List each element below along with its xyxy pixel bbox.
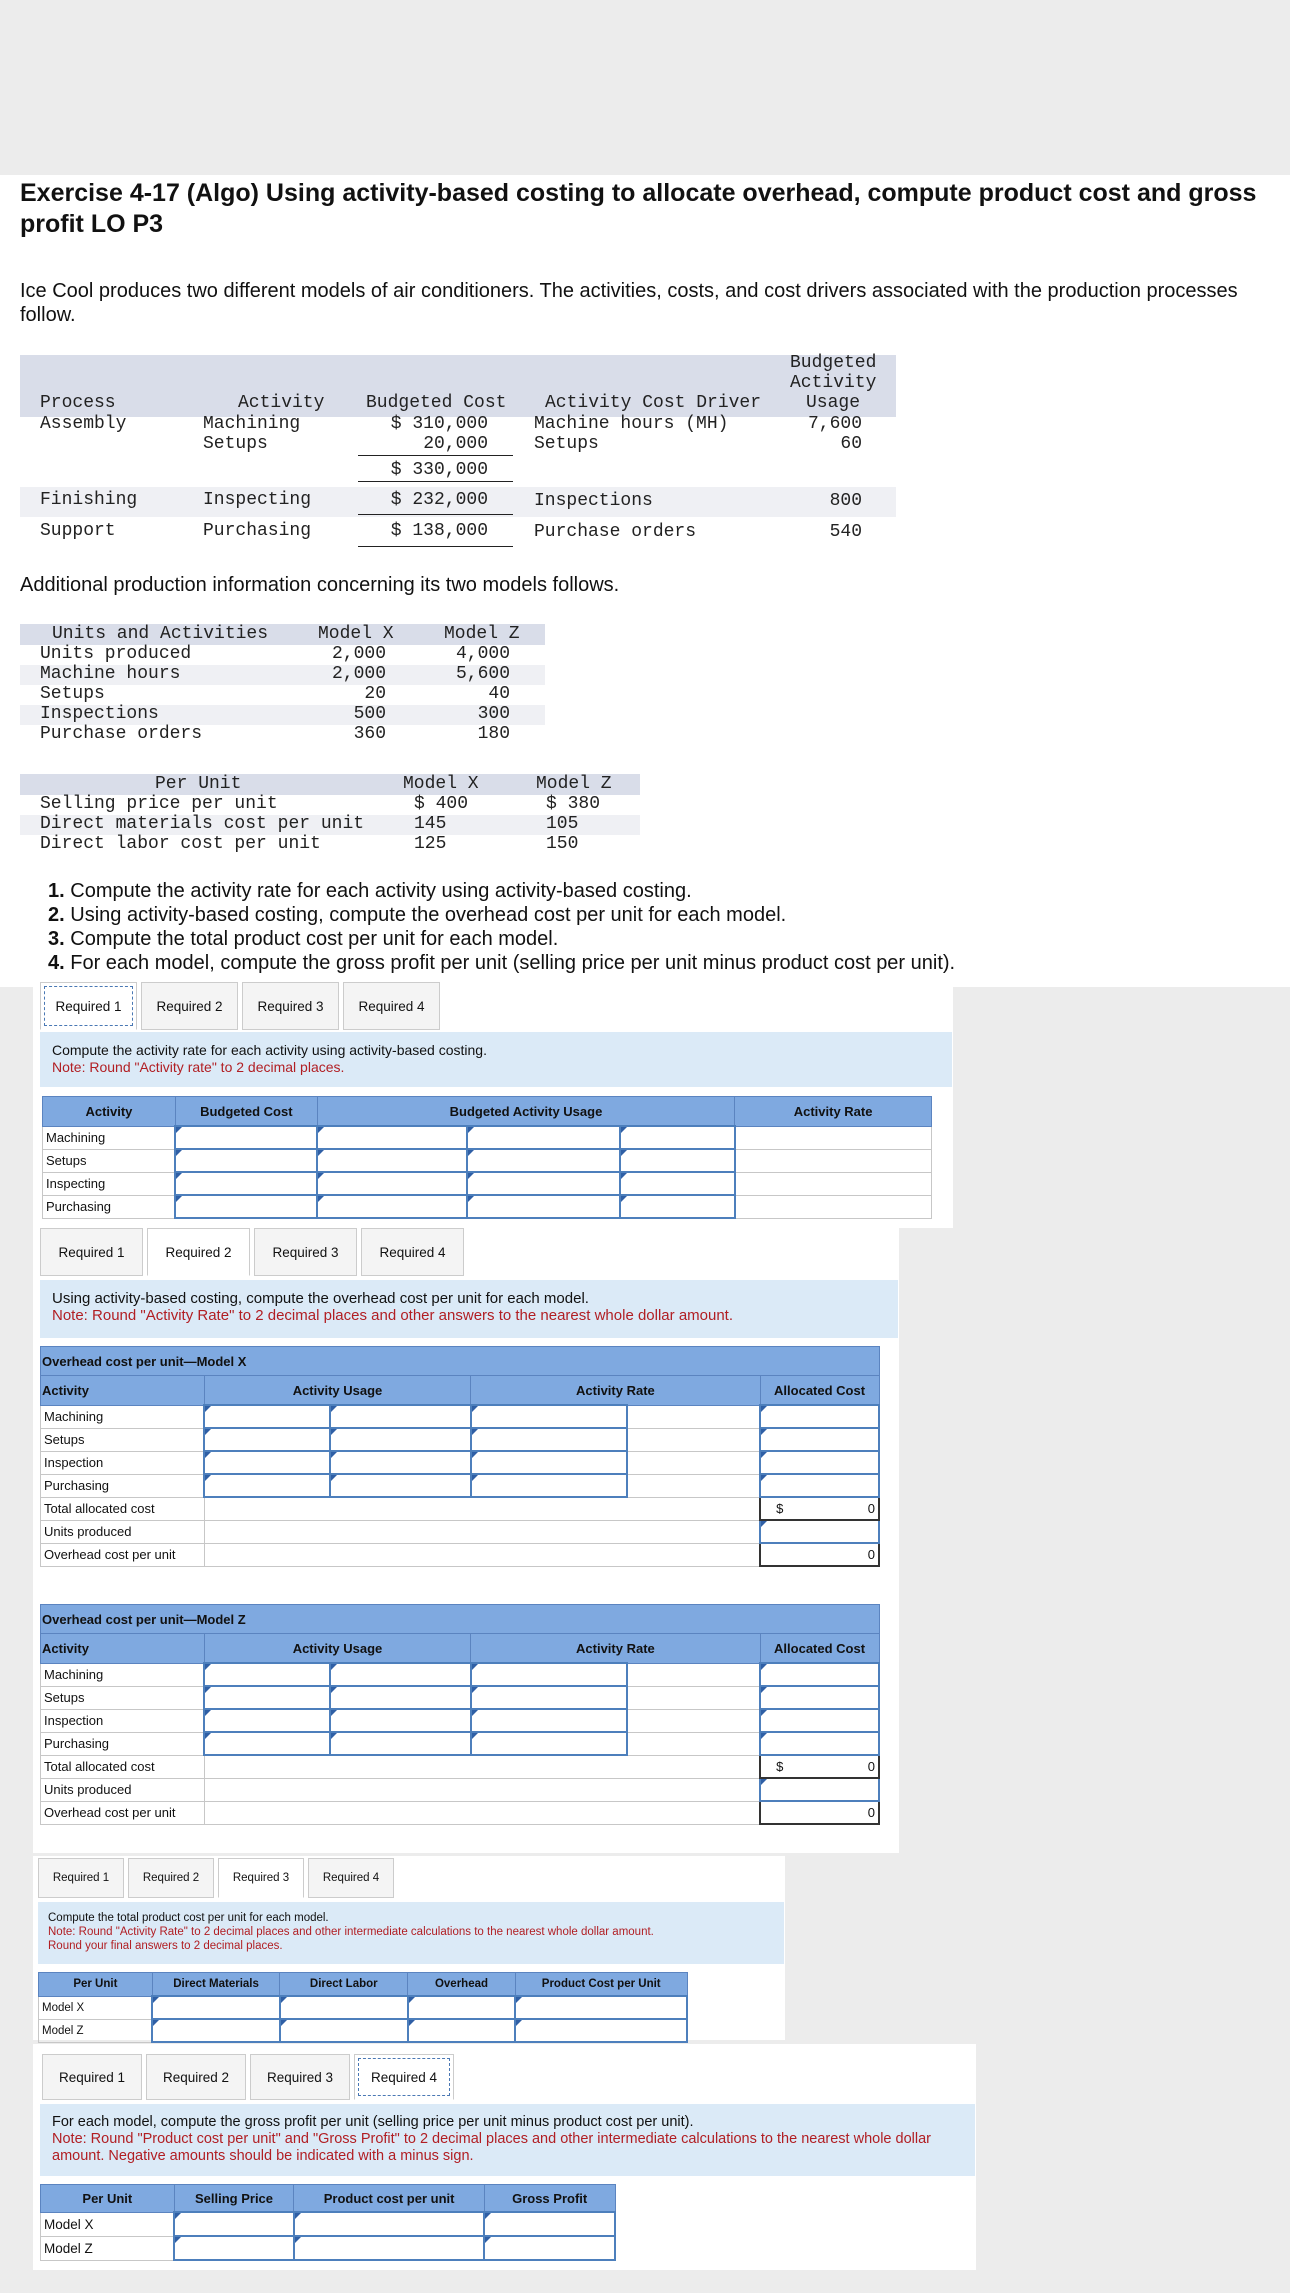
overhead-input[interactable] bbox=[408, 1996, 516, 2019]
per-unit-row-model-x: $ 400 bbox=[414, 794, 469, 814]
per-unit-row-model-z: 150 bbox=[546, 834, 579, 854]
gross-profit-input[interactable] bbox=[484, 2236, 615, 2260]
overhead-per-unit-cell: 0 bbox=[760, 1543, 879, 1566]
table-row bbox=[41, 1709, 880, 1732]
budgeted-usage-input[interactable] bbox=[317, 1172, 467, 1195]
activity-label: Machining bbox=[41, 1405, 205, 1428]
table-row bbox=[41, 1543, 880, 1566]
usage-unit-input[interactable] bbox=[620, 1172, 735, 1195]
table-row bbox=[41, 1520, 880, 1543]
activity-usage-input[interactable] bbox=[204, 1474, 330, 1497]
units-row-label: Purchase orders bbox=[40, 724, 203, 744]
overhead-per-unit-label: Overhead cost per unit bbox=[41, 1543, 205, 1566]
additional-info-text: Additional production information concerning its two models follows. bbox=[20, 574, 620, 596]
per-unit-row-model-z: $ 380 bbox=[546, 794, 601, 814]
per-unit-row-model-x: 125 bbox=[414, 834, 447, 854]
model-label: Model X bbox=[39, 1996, 153, 2019]
allocated-cost-input[interactable] bbox=[760, 1474, 879, 1497]
total-allocated-label: Total allocated cost bbox=[41, 1497, 205, 1520]
rate-unit-cell bbox=[627, 1709, 760, 1732]
overhead-model-z-table: Overhead cost per unit—Model Z Activity Activity Usage Activity Rate Allocated Cost Machining Setups Inspection Purchasing Total allocated cost $ 0 Units produced Overhead cost per unit 0 bbox=[40, 1604, 880, 1825]
budgeted-usage-input[interactable] bbox=[467, 1172, 620, 1195]
activity-usage-input[interactable] bbox=[204, 1405, 330, 1428]
activity-usage-unit-input[interactable] bbox=[330, 1405, 471, 1428]
units-row-label: Inspections bbox=[40, 704, 159, 724]
rate-unit-cell bbox=[627, 1428, 760, 1451]
tab-required-1[interactable]: Required 1 bbox=[38, 1858, 124, 1898]
page-title: Exercise 4-17 (Algo) Using activity-based costing to allocate overhead, compute product cost and gross profit LO P3 bbox=[20, 179, 1257, 238]
rate-unit-cell bbox=[627, 1686, 760, 1709]
usage-unit-input[interactable] bbox=[620, 1126, 735, 1149]
tab-required-2[interactable]: Required 2 bbox=[147, 1228, 250, 1276]
tab-required-3[interactable]: Required 3 bbox=[242, 982, 339, 1030]
units-row-model-x: 20 bbox=[364, 684, 386, 704]
table-row bbox=[41, 1778, 880, 1801]
table-row bbox=[41, 1663, 880, 1686]
product-cost-input[interactable] bbox=[515, 2019, 687, 2042]
total-allocated-cell: $ 0 bbox=[760, 1497, 879, 1520]
tab-required-4[interactable]: Required 4 bbox=[361, 1228, 464, 1276]
activity-rate-input[interactable] bbox=[471, 1663, 628, 1686]
activity-usage-unit-input[interactable] bbox=[330, 1451, 471, 1474]
budgeted-usage-input[interactable] bbox=[467, 1195, 620, 1218]
activity-usage-unit-input[interactable] bbox=[330, 1663, 471, 1686]
rate-unit-cell bbox=[627, 1663, 760, 1686]
allocated-cost-input[interactable] bbox=[760, 1451, 879, 1474]
product-cost-per-unit-input[interactable] bbox=[294, 2236, 484, 2260]
budgeted-usage-input[interactable] bbox=[467, 1149, 620, 1172]
tab-required-4[interactable]: Required 4 bbox=[308, 1858, 394, 1898]
tab-required-3[interactable]: Required 3 bbox=[250, 2054, 350, 2100]
activity-usage-unit-input[interactable] bbox=[330, 1474, 471, 1497]
activity-label: Inspecting bbox=[43, 1172, 176, 1195]
direct-materials-input[interactable] bbox=[152, 2019, 280, 2042]
required-2-instructions: Using activity-based costing, compute the overhead cost per unit for each model. Note: Round "Activity Rate" to 2 decimal places and other answers to the nearest whole dollar amount. bbox=[40, 1280, 898, 1338]
total-allocated-cell: $ 0 bbox=[760, 1755, 879, 1778]
overhead-per-unit-label: Overhead cost per unit bbox=[41, 1801, 205, 1824]
units-row-model-x: 500 bbox=[353, 704, 386, 724]
tab-required-4[interactable]: Required 4 bbox=[343, 982, 440, 1030]
table-row bbox=[43, 1172, 932, 1195]
activity-usage-input[interactable] bbox=[204, 1709, 330, 1732]
units-row-label: Setups bbox=[40, 684, 105, 704]
units-produced-label: Units produced bbox=[41, 1778, 205, 1801]
tab-required-2[interactable]: Required 2 bbox=[146, 2054, 246, 2100]
table-row bbox=[43, 1195, 932, 1218]
rate-unit-cell bbox=[627, 1405, 760, 1428]
activity-usage-unit-input[interactable] bbox=[330, 1732, 471, 1755]
allocated-cost-input[interactable] bbox=[760, 1663, 879, 1686]
tab-required-3[interactable]: Required 3 bbox=[218, 1858, 304, 1898]
activity-rate-cell bbox=[735, 1195, 932, 1218]
product-cost-table: Per Unit Direct Materials Direct Labor Overhead Product Cost per Unit Model X Model Z bbox=[38, 1972, 688, 2043]
activity-usage-unit-input[interactable] bbox=[330, 1428, 471, 1451]
activity-rate-input[interactable] bbox=[471, 1428, 628, 1451]
activity-rate-table: Activity Budgeted Cost Budgeted Activity Usage Activity Rate Machining Setups Inspecting Purchasing bbox=[42, 1096, 932, 1219]
gross-profit-input[interactable] bbox=[484, 2212, 615, 2236]
activity-label: Purchasing bbox=[41, 1732, 205, 1755]
gross-profit-table: Per Unit Selling Price Product cost per unit Gross Profit Model X Model Z bbox=[40, 2184, 616, 2261]
tab-required-3[interactable]: Required 3 bbox=[254, 1228, 357, 1276]
product-cost-input[interactable] bbox=[515, 1996, 687, 2019]
budgeted-usage-input[interactable] bbox=[317, 1149, 467, 1172]
selling-price-input[interactable] bbox=[174, 2236, 294, 2260]
required-1-tabs bbox=[40, 982, 444, 1030]
table-row bbox=[39, 1996, 688, 2019]
intro-text: Ice Cool produces two different models of air conditioners. The activities, costs, and cost drivers associated with the production processes follow. bbox=[20, 280, 1238, 326]
units-row-label: Machine hours bbox=[40, 664, 181, 684]
table-row bbox=[41, 1732, 880, 1755]
activity-label: Inspection bbox=[41, 1709, 205, 1732]
table-row bbox=[41, 1405, 880, 1428]
rate-unit-cell bbox=[627, 1451, 760, 1474]
total-allocated-label: Total allocated cost bbox=[41, 1755, 205, 1778]
activity-label: Setups bbox=[41, 1428, 205, 1451]
product-cost-per-unit-input[interactable] bbox=[294, 2212, 484, 2236]
allocated-cost-input[interactable] bbox=[760, 1732, 879, 1755]
allocated-cost-input[interactable] bbox=[760, 1405, 879, 1428]
activity-rate-cell bbox=[735, 1126, 932, 1149]
activity-usage-input[interactable] bbox=[204, 1428, 330, 1451]
activity-label: Inspection bbox=[41, 1451, 205, 1474]
tab-required-2[interactable]: Required 2 bbox=[141, 982, 238, 1030]
table-row bbox=[41, 1451, 880, 1474]
table-row bbox=[41, 1428, 880, 1451]
table-row bbox=[41, 2212, 616, 2236]
tab-required-1[interactable]: Required 1 bbox=[40, 1228, 143, 1276]
selling-price-input[interactable] bbox=[174, 2212, 294, 2236]
allocated-cost-input[interactable] bbox=[760, 1709, 879, 1732]
table-row bbox=[43, 1126, 932, 1149]
budgeted-usage-input[interactable] bbox=[317, 1195, 467, 1218]
activity-label: Setups bbox=[43, 1149, 176, 1172]
required-3-tabs bbox=[38, 1858, 398, 1898]
question-list: 1. Compute the activity rate for each activity using activity-based costing. 2. Using activity-based costing, compute the overhead cost per unit for each model. 3. Compute the total product cost per unit for each model. 4. For each model, compute the gross profit per unit (selling price per unit minus product cost per unit). bbox=[48, 880, 956, 974]
model-label: Model X bbox=[41, 2212, 175, 2236]
model-label: Model Z bbox=[41, 2236, 175, 2260]
activity-usage-unit-input[interactable] bbox=[330, 1709, 471, 1732]
activity-usage-input[interactable] bbox=[204, 1686, 330, 1709]
required-4-tabs bbox=[42, 2054, 458, 2100]
allocated-cost-input[interactable] bbox=[760, 1686, 879, 1709]
allocated-cost-input[interactable] bbox=[760, 1428, 879, 1451]
rate-unit-cell bbox=[627, 1474, 760, 1497]
activity-rate-input[interactable] bbox=[471, 1451, 628, 1474]
tab-required-1[interactable]: Required 1 bbox=[42, 2054, 142, 2100]
required-1-instructions: Compute the activity rate for each activity using activity-based costing. Note: Round "Activity rate" to 2 decimal places. bbox=[40, 1032, 952, 1087]
tab-required-4[interactable]: Required 4 bbox=[354, 2054, 454, 2100]
activity-usage-input[interactable] bbox=[204, 1451, 330, 1474]
activity-usage-input[interactable] bbox=[204, 1663, 330, 1686]
units-row-label: Units produced bbox=[40, 644, 192, 664]
activity-rate-input[interactable] bbox=[471, 1732, 628, 1755]
required-2-tabs bbox=[40, 1228, 468, 1276]
tab-required-2[interactable]: Required 2 bbox=[128, 1858, 214, 1898]
table-row bbox=[43, 1149, 932, 1172]
table-row bbox=[39, 2019, 688, 2042]
model-label: Model Z bbox=[39, 2019, 153, 2042]
units-row-model-z: 5,600 bbox=[455, 664, 510, 684]
overhead-input[interactable] bbox=[408, 2019, 516, 2042]
activity-label: Purchasing bbox=[41, 1474, 205, 1497]
budgeted-usage-input[interactable] bbox=[467, 1126, 620, 1149]
activity-label: Setups bbox=[41, 1686, 205, 1709]
units-produced-input[interactable] bbox=[760, 1520, 879, 1543]
budgeted-cost-input[interactable] bbox=[175, 1195, 317, 1218]
table-row bbox=[41, 1497, 880, 1520]
activity-rate-input[interactable] bbox=[471, 1709, 628, 1732]
table-row bbox=[41, 1686, 880, 1709]
units-row-model-x: 2,000 bbox=[331, 664, 386, 684]
units-row-model-x: 360 bbox=[353, 724, 386, 744]
overhead-model-x-table: Overhead cost per unit—Model X Activity Activity Usage Activity Rate Allocated Cost Machining Setups Inspection Purchasing Total allocated cost $ 0 Units produced Overhead cost per unit 0 bbox=[40, 1346, 880, 1567]
direct-labor-input[interactable] bbox=[280, 2019, 408, 2042]
tab-required-1[interactable]: Required 1 bbox=[40, 982, 137, 1030]
per-unit-row-label: Selling price per unit bbox=[40, 794, 278, 814]
budgeted-usage-input[interactable] bbox=[317, 1126, 467, 1149]
budgeted-cost-input[interactable] bbox=[175, 1172, 317, 1195]
rate-unit-cell bbox=[627, 1732, 760, 1755]
activity-label: Machining bbox=[41, 1663, 205, 1686]
required-4-instructions: For each model, compute the gross profit per unit (selling price per unit minus product cost per unit). Note: Round "Product cost per unit" and "Gross Profit" to 2 decimal places and other intermediate calculations to the nearest whole dollar amount. Negative amounts should be indicated with a minus sign. bbox=[40, 2104, 975, 2176]
usage-unit-input[interactable] bbox=[620, 1195, 735, 1218]
activity-usage-input[interactable] bbox=[204, 1732, 330, 1755]
table-row bbox=[41, 1801, 880, 1824]
activity-usage-unit-input[interactable] bbox=[330, 1686, 471, 1709]
units-row-model-x: 2,000 bbox=[331, 644, 386, 664]
units-produced-label: Units produced bbox=[41, 1520, 205, 1543]
activity-rate-input[interactable] bbox=[471, 1405, 628, 1428]
activity-rate-input[interactable] bbox=[471, 1474, 628, 1497]
direct-materials-input[interactable] bbox=[152, 1996, 280, 2019]
units-row-model-z: 300 bbox=[477, 704, 510, 724]
direct-labor-input[interactable] bbox=[280, 1996, 408, 2019]
units-produced-input[interactable] bbox=[760, 1778, 879, 1801]
per-unit-row-model-z: 105 bbox=[546, 814, 579, 834]
overhead-per-unit-cell: 0 bbox=[760, 1801, 879, 1824]
budgeted-cost-input[interactable] bbox=[175, 1149, 317, 1172]
activity-label: Purchasing bbox=[43, 1195, 176, 1218]
per-unit-row-label: Direct labor cost per unit bbox=[40, 834, 321, 854]
table-row bbox=[41, 1755, 880, 1778]
per-unit-row-label: Direct materials cost per unit bbox=[40, 814, 365, 834]
activity-rate-cell bbox=[735, 1149, 932, 1172]
usage-unit-input[interactable] bbox=[620, 1149, 735, 1172]
activity-rate-input[interactable] bbox=[471, 1686, 628, 1709]
per-unit-row-model-x: 145 bbox=[414, 814, 447, 834]
activity-rate-cell bbox=[735, 1172, 932, 1195]
units-row-model-z: 180 bbox=[477, 724, 510, 744]
budgeted-cost-input[interactable] bbox=[175, 1126, 317, 1149]
units-row-model-z: 4,000 bbox=[455, 644, 510, 664]
required-3-instructions: Compute the total product cost per unit for each model. Note: Round "Activity Rate" to 2 decimal places and other intermediate calculations to the nearest whole dollar amount. Round your final answers to 2 decimal places. bbox=[38, 1902, 784, 1964]
activity-label: Machining bbox=[43, 1126, 176, 1149]
units-row-model-z: 40 bbox=[488, 684, 510, 704]
table-row bbox=[41, 1474, 880, 1497]
table-row bbox=[41, 2236, 616, 2260]
